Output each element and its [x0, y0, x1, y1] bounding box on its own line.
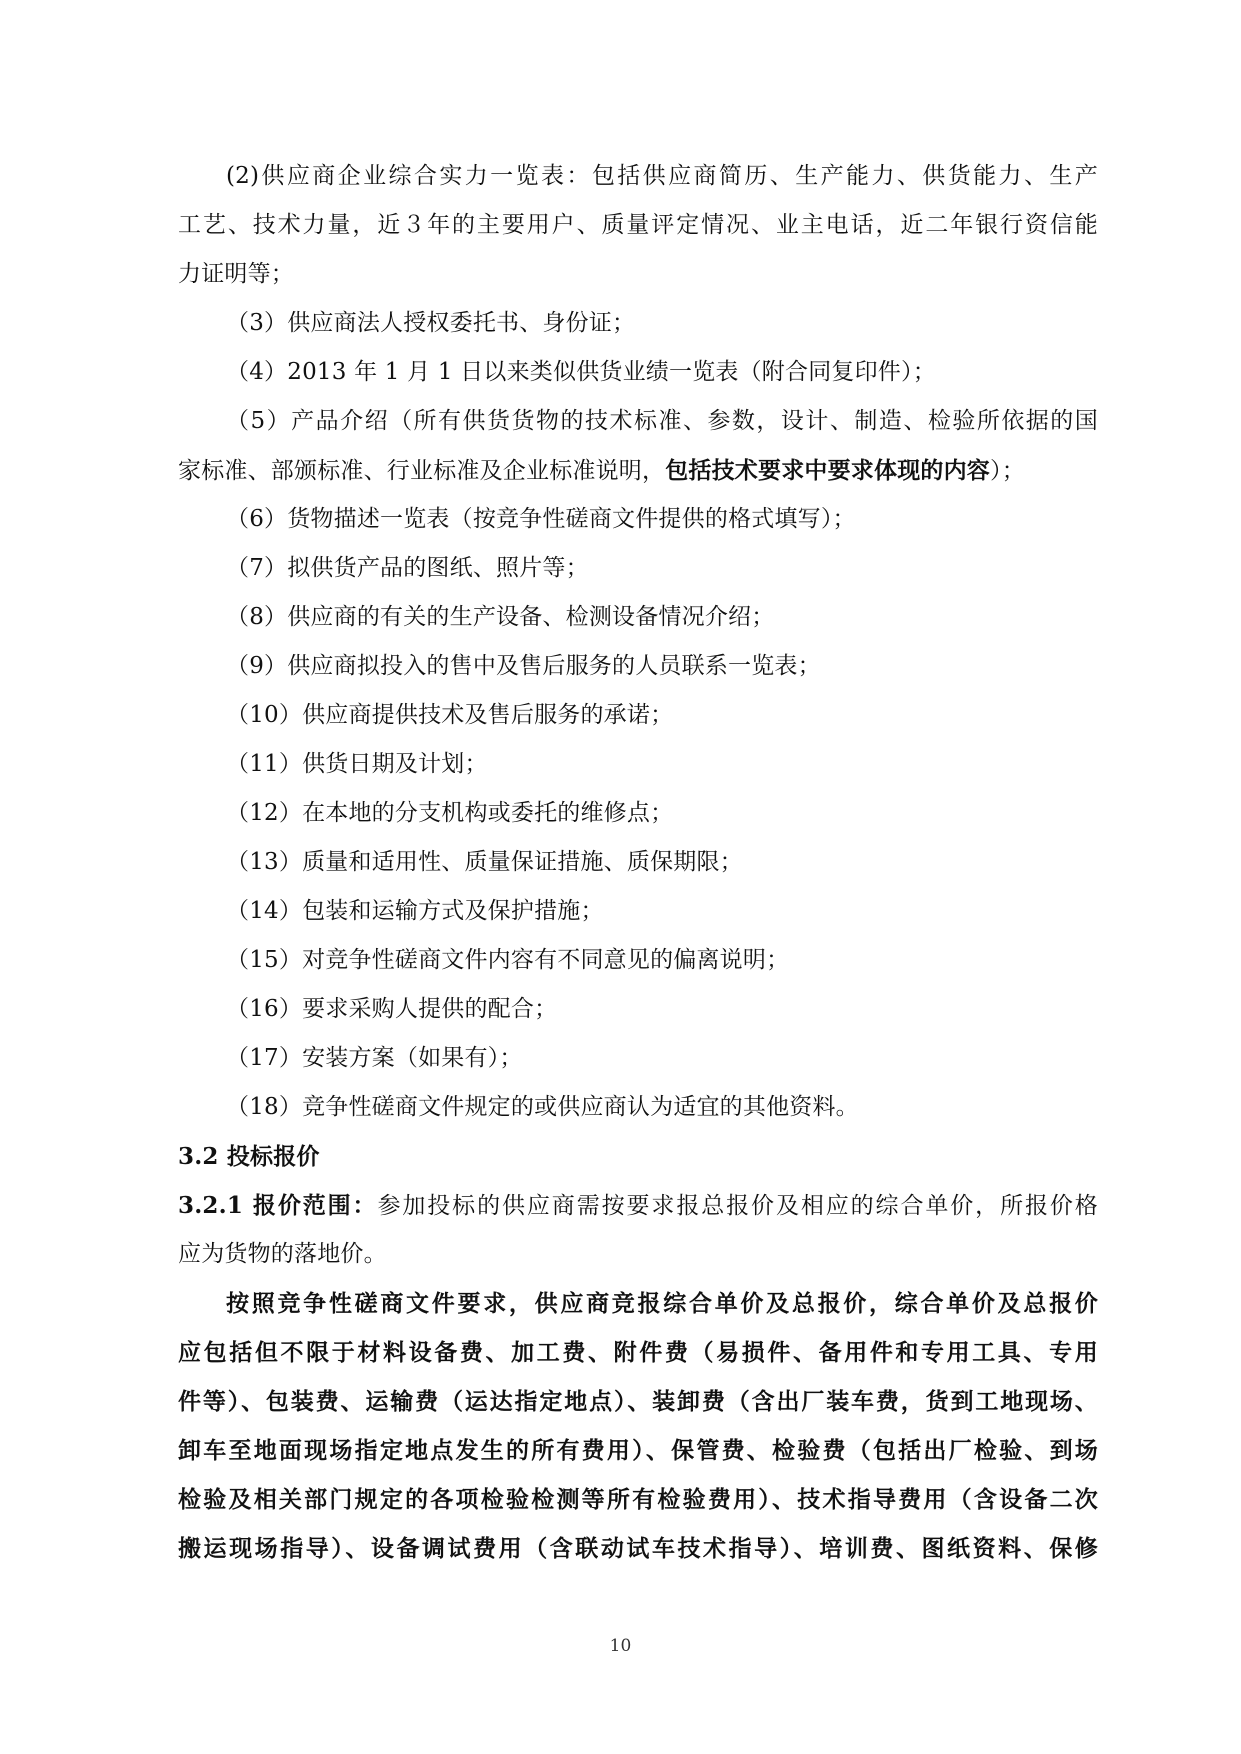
item-13: （13）质量和适用性、质量保证措施、质保期限；	[226, 849, 743, 875]
item-6: （6）货物描述一览表（按竞争性磋商文件提供的格式填写）；	[226, 506, 856, 532]
item-8: （8）供应商的有关的生产设备、检测设备情况介绍；	[226, 604, 775, 630]
item-10: （10）供应商提供技术及售后服务的承诺；	[226, 702, 674, 728]
item-2-line-2: 工艺、技术力量，近３年的主要用户、质量评定情况、业主电话，近二年银行资信能	[178, 212, 1098, 238]
item-7: （7）拟供货产品的图纸、照片等；	[226, 555, 589, 581]
item-12: （12）在本地的分支机构或委托的维修点；	[226, 800, 674, 826]
subsection-3-2-1-line-2: 应为货物的落地价。	[178, 1241, 387, 1267]
item-4: （4）2013 年 1 月 1 日以来类似供货业绩一览表（附合同复印件）；	[226, 359, 936, 385]
pricing-paragraph-line-5: 检验及相关部门规定的各项检验检测等所有检验费用）、技术指导费用（含设备二次	[178, 1486, 1098, 1513]
item-2-line-1: (2)供应商企业综合实力一览表：包括供应商简历、生产能力、供货能力、生产	[226, 163, 1098, 189]
item-16: （16）要求采购人提供的配合；	[226, 996, 558, 1022]
item-3: （3）供应商法人授权委托书、身份证；	[226, 310, 636, 336]
item-2-line-3: 力证明等；	[178, 261, 294, 287]
subsection-text: 参加投标的供应商需按要求报总报价及相应的综合单价，所报价格	[377, 1193, 1098, 1219]
item-14: （14）包装和运输方式及保护措施；	[226, 898, 604, 924]
item-5-line-2-text: 家标准、部颁标准、行业标准及企业标准说明，	[178, 458, 666, 484]
item-18: （18）竞争性磋商文件规定的或供应商认为适宜的其他资料。	[226, 1094, 859, 1120]
pricing-paragraph-line-1: 按照竞争性磋商文件要求，供应商竞报综合单价及总报价，综合单价及总报价	[226, 1290, 1098, 1317]
pricing-paragraph-line-3: 件等）、包装费、运输费（运达指定地点）、装卸费（含出厂装车费，货到工地现场、	[178, 1388, 1098, 1415]
item-5-bold-text: 包括技术要求中要求体现的内容	[665, 457, 991, 484]
item-5-line-1: （5）产品介绍（所有供货货物的技术标准、参数，设计、制造、检验所依据的国	[226, 408, 1098, 434]
pricing-paragraph-line-6: 搬运现场指导）、设备调试费用（含联动试车技术指导）、培训费、图纸资料、保修	[178, 1535, 1098, 1562]
item-5-line-2	[178, 446, 1098, 495]
pricing-paragraph-line-4: 卸车至地面现场指定地点发生的所有费用）、保管费、检验费（包括出厂检验、到场	[178, 1437, 1098, 1464]
document-body	[178, 152, 1098, 1573]
item-17: （17）安装方案（如果有）；	[226, 1045, 523, 1071]
item-5-line-2-tail: ）；	[990, 458, 1025, 484]
item-9: （9）供应商拟投入的售中及售后服务的人员联系一览表；	[226, 653, 821, 679]
subsection-label: 3.2.1 报价范围：	[178, 1192, 378, 1219]
pricing-paragraph-line-2: 应包括但不限于材料设备费、加工费、附件费（易损件、备用件和专用工具、专用	[178, 1339, 1098, 1366]
item-11: （11）供货日期及计划；	[226, 751, 488, 777]
page-number: 10	[609, 1636, 632, 1656]
subsection-3-2-1-line-1	[178, 1181, 1098, 1230]
section-heading: 3.2 投标报价	[178, 1143, 320, 1170]
item-15: （15）对竞争性磋商文件内容有不同意见的偏离说明；	[226, 947, 790, 973]
